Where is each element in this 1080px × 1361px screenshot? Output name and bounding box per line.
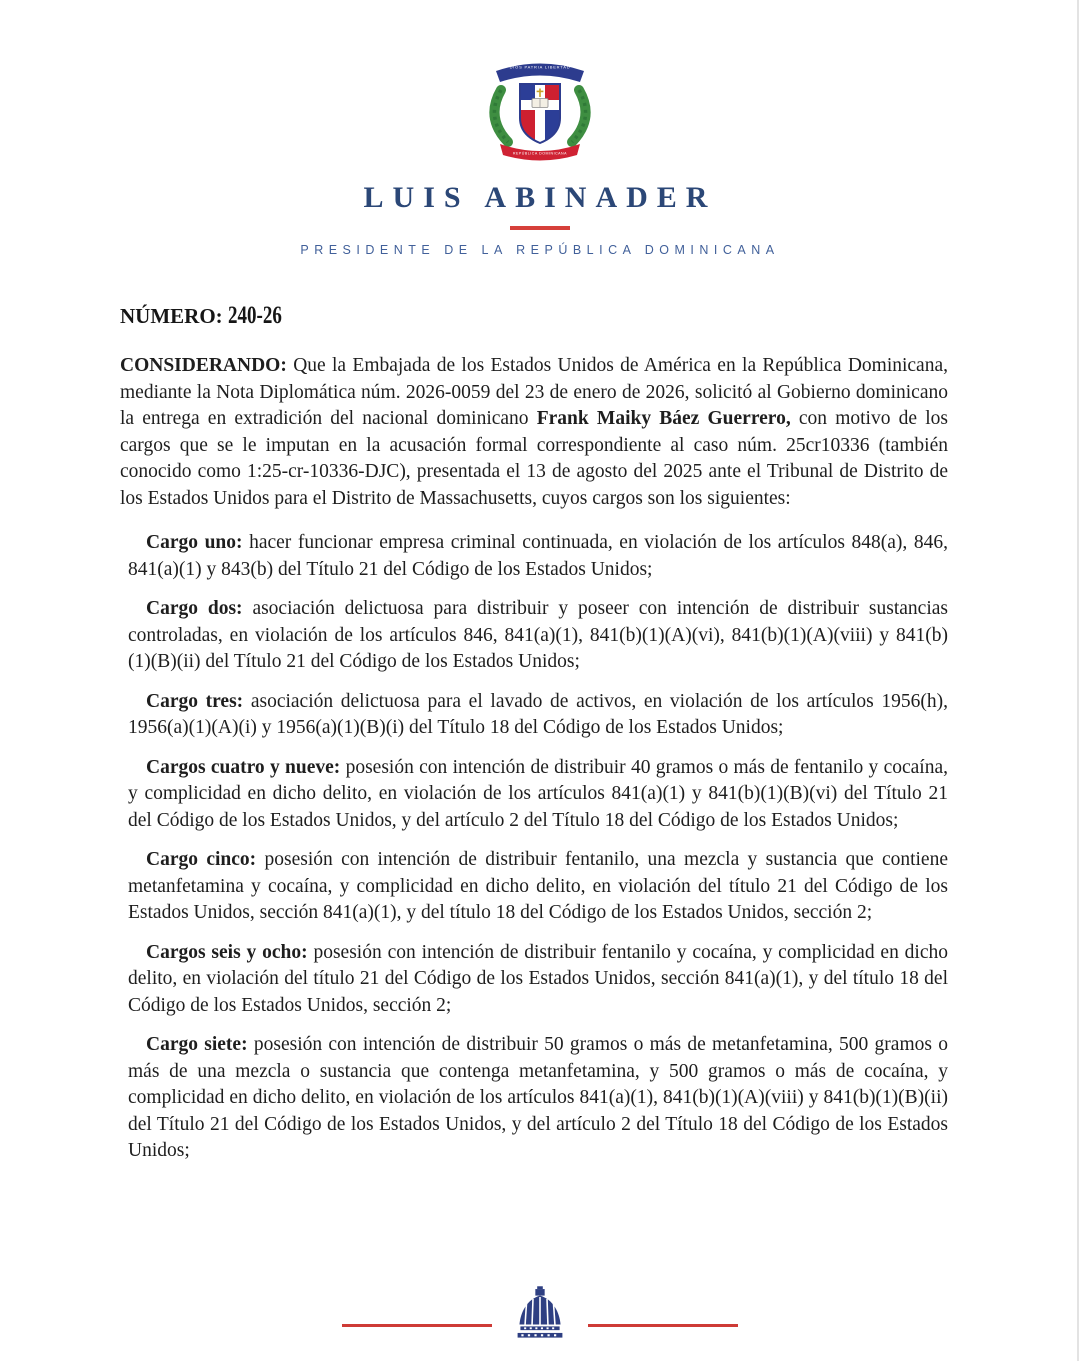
paragraph-text: posesión con intención de distribuir 40 gramos o más de fentanilo y cocaína, y complicidad en dicho delito, en violación de los artículos 841(a)(1) y 841(b)(1)(B)(vi) del Título 21 del Código de los Estados Unidos, y del artículo 2 del Título 18 del Código de los Estados Unidos;: [128, 756, 948, 831]
paragraph: [128, 755, 948, 835]
paragraph-lead: Cargo siete:: [146, 1034, 254, 1055]
paragraph-lead: Cargo dos:: [146, 598, 253, 619]
paragraph: [128, 596, 948, 676]
paragraph: [120, 353, 948, 512]
document-number: [120, 302, 948, 330]
paragraph-lead: Cargo cinco:: [146, 849, 265, 870]
red-divider: [510, 226, 570, 230]
paragraph-text: asociación delictuosa para el lavado de activos, en violación de los artículos 1956(h), 1956(a)(1)(A)(i) y 1956(a)(1)(B)(i) del Título 18 del Código de los Estados Unidos;: [128, 690, 948, 738]
paragraph-lead: Cargos cuatro y nueve:: [146, 756, 346, 778]
paragraph-text: con motivo de los cargos que se le imputan en la acusación formal correspondiente al caso núm. 25cr10336 (también conocido como 1:25-cr-10336-DJC), presentada el 13 de agosto del 2025 ante el Tribunal de Distrito de los Estados Unidos para el Distrito de Massachusetts, cuyos cargos son los siguientes:: [120, 408, 948, 509]
paragraph-text: asociación delictuosa para distribuir y poseer con intención de distribuir sustancias controladas, en violación de los artículos 846, 841(a)(1), 841(b)(1)(A)(vi), 841(b)(1)(A)(viii) y 841(b)(1)(B)(ii) del Título 21 del Código de los Estados Unidos;: [128, 598, 948, 672]
document-number-value: 240-26: [227, 302, 282, 329]
document-number-label: NÚMERO:: [120, 304, 223, 328]
paragraph-text: posesión con intención de distribuir 50 gramos o más de metanfetamina, 500 gramos o más de una mezcla o sustancia que contenga metanfetamina, y 500 gramos o más de cocaína, y complicidad en dicho delito, en violación de los artículos 841(a)(1), 841(b)(1)(A)(viii) y 841(b)(1)(B)(ii) del Título 21 del Código de los Estados Unidos, y del artículo 2 del Título 18 del Código de los Estados Unidos;: [128, 1034, 948, 1161]
paragraph: [128, 689, 948, 742]
paragraph-lead: Frank Maiky Báez Guerrero,: [536, 408, 791, 429]
paragraph-text: Que la Embajada de los Estados Unidos de América en la República Dominicana, mediante la Nota Diplomática núm. 2026-0059 del 23 de enero de 2026, solicitó al Gobierno dominicano la entrega en extradición del nacional dominicano: [120, 355, 948, 429]
paragraph-lead: CONSIDERANDO:: [120, 355, 294, 376]
page-footer: [0, 1284, 1080, 1352]
coat-of-arms-icon: [480, 52, 600, 164]
coat-motto-bottom: REPÚBLICA DOMINICANA: [512, 151, 568, 156]
paragraph: [128, 847, 948, 927]
paragraph-lead: Cargos seis y ocho:: [146, 941, 314, 963]
paragraph-text: posesión con intención de distribuir fentanilo, una mezcla y sustancia que contiene metanfetamina y cocaína, y complicidad en dicho delito, en violación del título 21 del Código de los Estados Unidos, sección 841(a)(1), y del título 18 del Código de los Estados Unidos, sección 2;: [128, 849, 948, 923]
paragraph: [128, 530, 948, 583]
paragraph-lead: Cargo tres:: [146, 690, 251, 712]
coat-motto-top: DIOS PATRIA LIBERTAD: [509, 64, 571, 70]
letterhead: [0, 0, 1080, 257]
paragraph: [128, 940, 948, 1020]
footer-left-line: [342, 1324, 492, 1327]
paragraph-lead: Cargo uno:: [146, 532, 250, 553]
document-content: [120, 302, 948, 1178]
document-body: [120, 353, 948, 1165]
paragraph: [128, 1032, 948, 1165]
palace-dome-icon: [512, 1284, 568, 1352]
president-title: PRESIDENTE DE LA REPÚBLICA DOMINICANA: [300, 243, 780, 257]
paragraph-text: hacer funcionar empresa criminal continuada, en violación de los artículos 848(a), 846, 841(a)(1) y 843(b) del Título 21 del Código de los Estados Unidos;: [128, 532, 948, 580]
president-name: LUIS ABINADER: [363, 181, 717, 214]
paragraph-text: posesión con intención de distribuir fentanilo y cocaína, y complicidad en dicho delito, en violación del título 21 del Código de los Estados Unidos, sección 841(a)(1), y del título 18 del Código de los Estados Unidos, sección 2;: [128, 941, 948, 1016]
footer-right-line: [588, 1324, 738, 1327]
